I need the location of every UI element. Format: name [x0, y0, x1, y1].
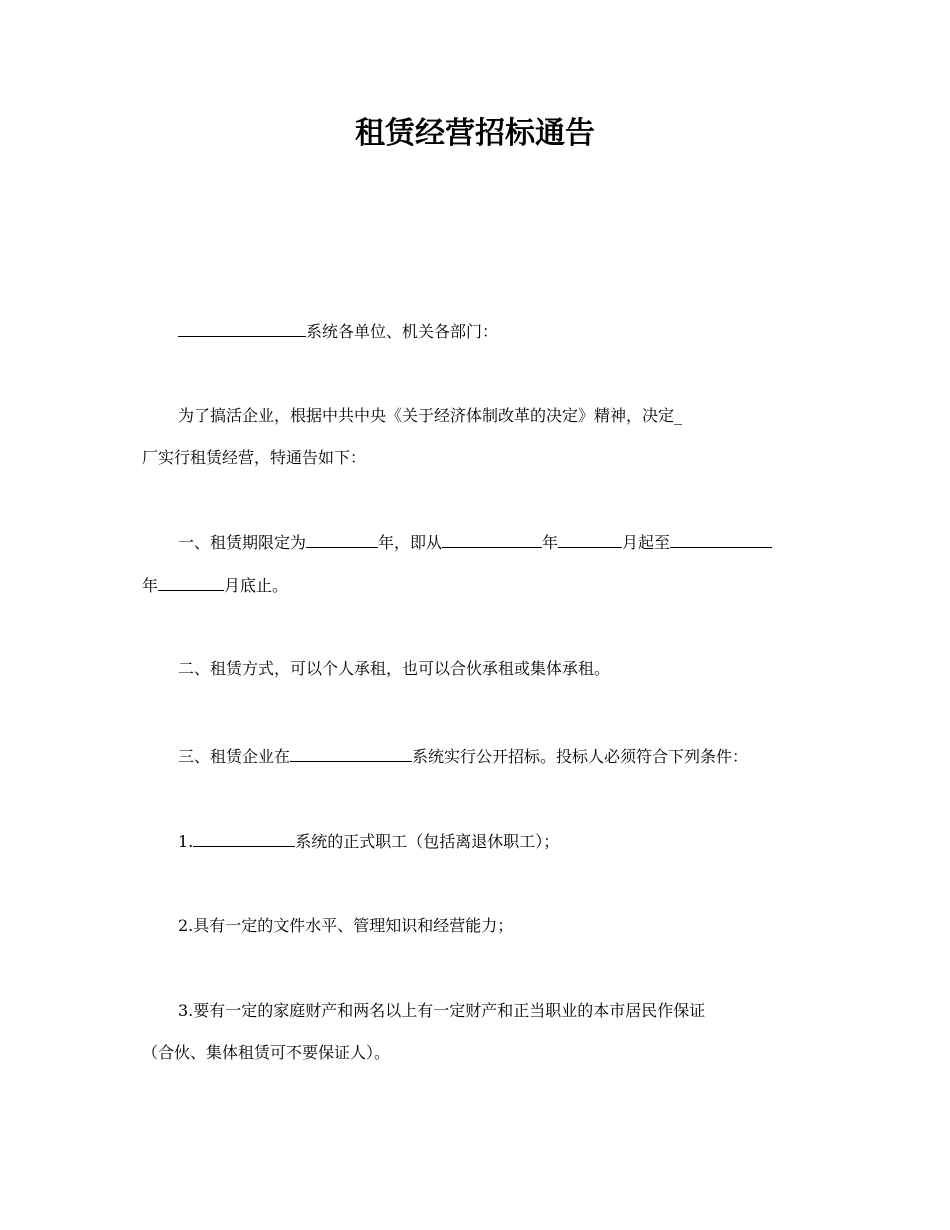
- item-1-text-e: 年: [142, 576, 159, 595]
- condition-1-line: [178, 830, 559, 853]
- item-3-text-a: 三、租赁企业在: [178, 747, 291, 766]
- intro-line-1: 为了搞活企业，根据中共中央《关于经济体制改革的决定》精神，决定_: [178, 406, 683, 425]
- fill-blank: [193, 830, 295, 847]
- salutation-line: [178, 320, 498, 343]
- item-1-text-b: 年，即从: [378, 533, 443, 552]
- fill-blank: [306, 531, 378, 548]
- item-2-line: 二、租赁方式，可以个人承租，也可以合伙承租或集体承租。: [178, 659, 611, 678]
- document-title: 租赁经营招标通告: [355, 116, 595, 151]
- item-1-text-c: 年: [542, 533, 559, 552]
- condition-1-number: 1.: [178, 832, 194, 851]
- condition-1-text: 系统的正式职工（包括离退休职工）；: [295, 832, 560, 851]
- condition-2-line: 2.具有一定的文件水平、管理知识和经营能力；: [178, 916, 514, 935]
- fill-blank: [158, 574, 224, 591]
- fill-blank: [178, 320, 306, 337]
- fill-blank: [442, 531, 542, 548]
- item-1-text-d: 月起至: [622, 533, 671, 552]
- fill-blank: [670, 531, 772, 548]
- item-1-text-f: 月底止。: [224, 576, 289, 595]
- item-3-line: [178, 745, 748, 768]
- item-1-line-2: [142, 574, 288, 597]
- fill-blank: [558, 531, 622, 548]
- salutation-text: 系统各单位、机关各部门：: [306, 322, 499, 341]
- intro-line-2: 厂实行租赁经营，特通告如下：: [142, 448, 367, 467]
- condition-3-line-2: （合伙、集体租赁可不要保证人）。: [142, 1043, 391, 1062]
- condition-3-line-1: 3.要有一定的家庭财产和两名以上有一定财产和正当职业的本市居民作保证: [178, 1001, 706, 1020]
- fill-blank: [290, 745, 412, 762]
- item-1-line-1: [178, 531, 772, 554]
- item-3-text-b: 系统实行公开招标。投标人必须符合下列条件：: [412, 747, 749, 766]
- item-1-text-a: 一、租赁期限定为: [178, 533, 307, 552]
